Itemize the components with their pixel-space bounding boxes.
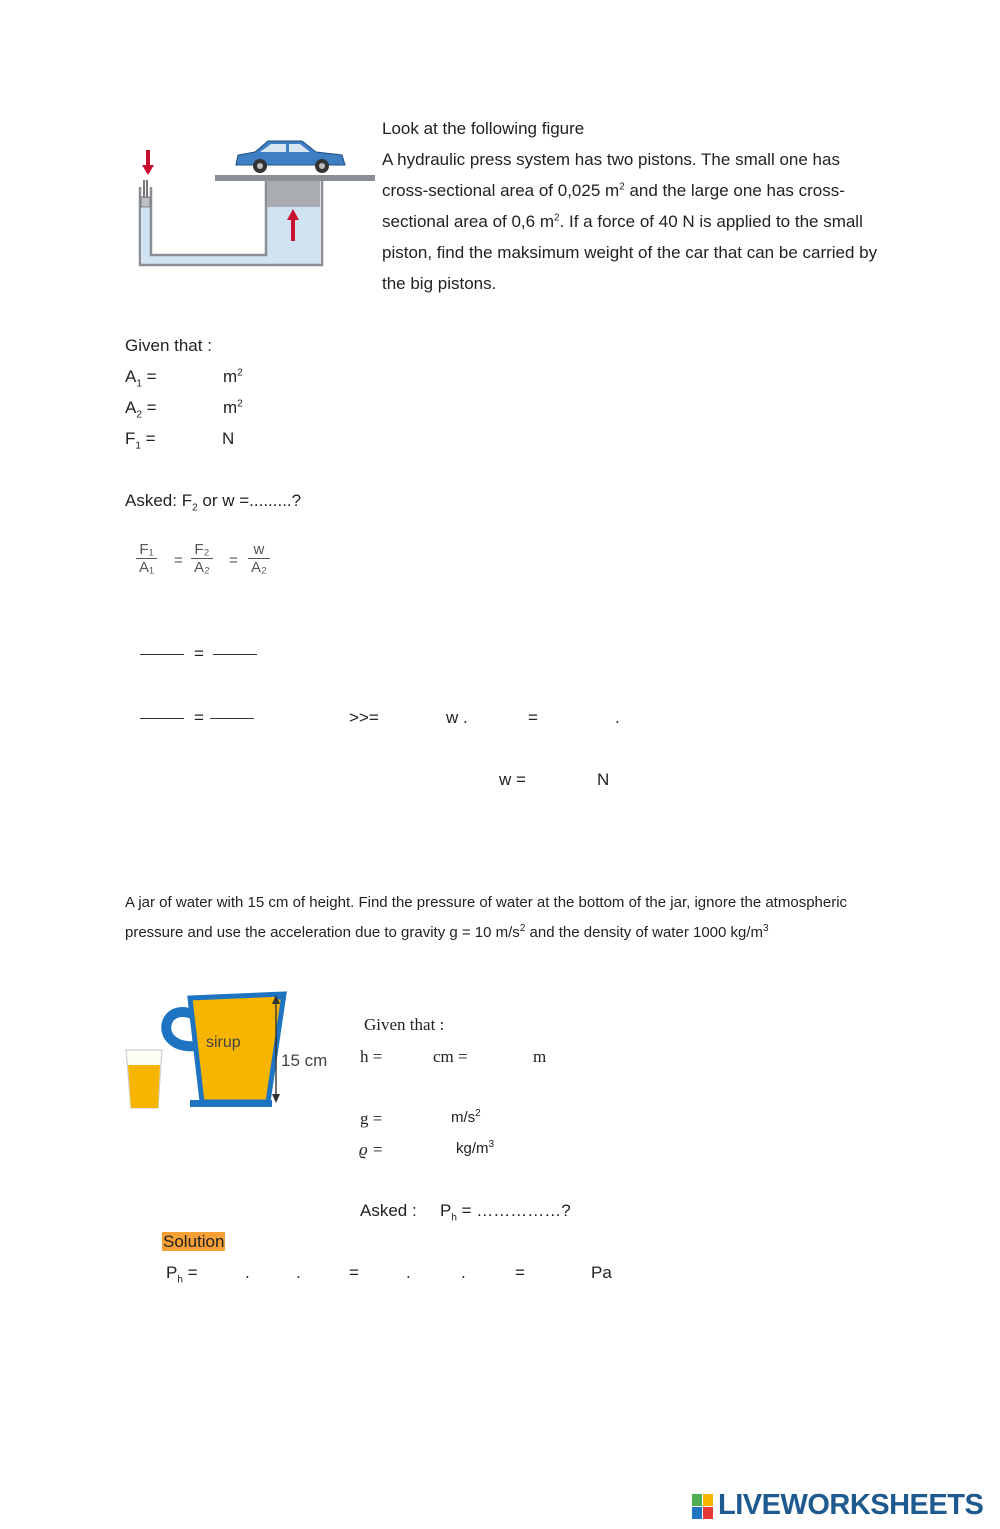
ph-label: $P_h$ =: [166, 1263, 198, 1286]
rho-input[interactable]: [392, 1139, 454, 1161]
m-label: m: [533, 1047, 547, 1066]
blank-line: [140, 654, 184, 655]
height-label: 15 cm: [281, 1051, 328, 1070]
given-title-2: Given that :: [364, 1015, 445, 1034]
sol-dot-1: .: [245, 1263, 250, 1282]
rho-unit: $kg/m^3$: [456, 1139, 495, 1157]
given-title-1: Given that :: [125, 336, 212, 355]
intro-text: Look at the following figure: [382, 119, 585, 138]
work2-den-left-input[interactable]: [140, 722, 188, 744]
sol-a-input[interactable]: [204, 1263, 246, 1285]
syrup-jar-figure: [122, 990, 340, 1110]
given-a1-label: $A_1$ =: [125, 367, 157, 390]
w-result-label: w =: [499, 770, 526, 789]
work-dot: .: [615, 708, 620, 727]
f1-input[interactable]: [160, 429, 222, 451]
sol-eq-1: =: [349, 1263, 359, 1282]
work1-num-left-input[interactable]: [140, 631, 188, 653]
w-result-input[interactable]: [534, 770, 598, 792]
work-w-dot: w .: [446, 708, 468, 727]
g-unit: $m/s^2$: [451, 1108, 481, 1126]
sol-f-input[interactable]: [468, 1263, 516, 1285]
f1-unit: N: [222, 429, 235, 448]
formula-eq-2: =: [229, 552, 238, 569]
formula-frac-f1: $\frac{\text{F₁}}{\text{A₁}}$: [136, 541, 157, 576]
a2-unit: $m^2$: [223, 398, 243, 417]
work1-den-right-input[interactable]: [213, 658, 261, 680]
a1-input[interactable]: [160, 367, 222, 389]
rho-label: ϱ =: [359, 1140, 384, 1159]
liveworksheets-logo-icon: [692, 1494, 714, 1520]
a1-unit: $m^2$: [223, 367, 243, 386]
formula-frac-w: $\frac{w}{\text{A₂}}$: [248, 541, 270, 576]
sol-eq-2: =: [515, 1263, 525, 1282]
asked-1: Asked: $F_2$ or w =.........?: [125, 491, 302, 514]
work1-num-right-input[interactable]: [213, 631, 261, 653]
h-label: h =: [360, 1047, 383, 1066]
problem1-text: Look at the following figure A hydraulic press system has two pistons. The small one has cross-sectional area of 0,025 $m^2$ and the large one has cross-sectional area of 0,6 $m^2$. If a force of 40 N is applied to the small piston, find the maksimum weight of the car that can be carried by the big pistons.: [382, 119, 878, 293]
work1-den-left-input[interactable]: [140, 658, 188, 680]
sol-e-input[interactable]: [413, 1263, 463, 1285]
g-label: g =: [360, 1109, 383, 1128]
work-arrow: >>=: [349, 708, 379, 727]
liveworksheets-logo: LIVEWORKSHEETS: [718, 1489, 984, 1521]
sol-b-input[interactable]: [252, 1263, 296, 1285]
g-input[interactable]: [390, 1108, 450, 1130]
sol-d-input[interactable]: [364, 1263, 408, 1285]
work2-d-input[interactable]: [626, 708, 690, 730]
a2-input[interactable]: [160, 398, 222, 420]
given-a2-label: $A_2$ =: [125, 398, 157, 421]
work2-den-right-input[interactable]: [210, 722, 258, 744]
work-eq-1: =: [194, 644, 204, 663]
work2-num-right-input[interactable]: [210, 695, 258, 717]
sol-c-input[interactable]: [303, 1263, 349, 1285]
w-result-unit: N: [597, 770, 610, 789]
h-m-input[interactable]: [474, 1046, 532, 1068]
hydraulic-press-figure: [130, 135, 380, 275]
sol-result-input[interactable]: [530, 1263, 590, 1285]
jar-label: sirup: [206, 1034, 241, 1051]
work-eq-3: =: [528, 708, 538, 727]
asked-2-ph: $P_h$ = ……………?: [440, 1201, 571, 1224]
sol-dot-3: .: [406, 1263, 411, 1282]
car-icon: [236, 141, 345, 173]
h-cm-input[interactable]: [388, 1046, 432, 1068]
work2-c-input[interactable]: [548, 708, 614, 730]
blank-line: [213, 654, 257, 655]
asked-2-label: Asked :: [360, 1201, 417, 1220]
work2-a-input[interactable]: [388, 708, 446, 730]
work2-num-left-input[interactable]: [140, 695, 188, 717]
cm-label: cm =: [433, 1047, 468, 1066]
work2-b-input[interactable]: [472, 708, 528, 730]
blank-line: [210, 718, 254, 719]
blank-line: [140, 718, 184, 719]
sol-dot-2: .: [296, 1263, 301, 1282]
sol-dot-4: .: [461, 1263, 466, 1282]
problem2-text: A jar of water with 15 cm of height. Find the pressure of water at the bottom of the jar, ignore the atmospheric pressure and use the acceleration due to gravity g = 10 $m/s^2$ and the density of water 1000 $kg/m^3$: [125, 894, 848, 941]
given-f1-label: $F_1$ =: [125, 429, 156, 452]
formula-frac-f2: $\frac{\text{F₂}}{\text{A₂}}$: [191, 541, 213, 576]
solution-heading: Solution: [163, 1232, 225, 1251]
sol-unit: Pa: [591, 1263, 612, 1282]
force-arrow-up: [291, 219, 295, 241]
work-eq-2: =: [194, 708, 204, 727]
formula-eq-1: =: [174, 552, 183, 569]
